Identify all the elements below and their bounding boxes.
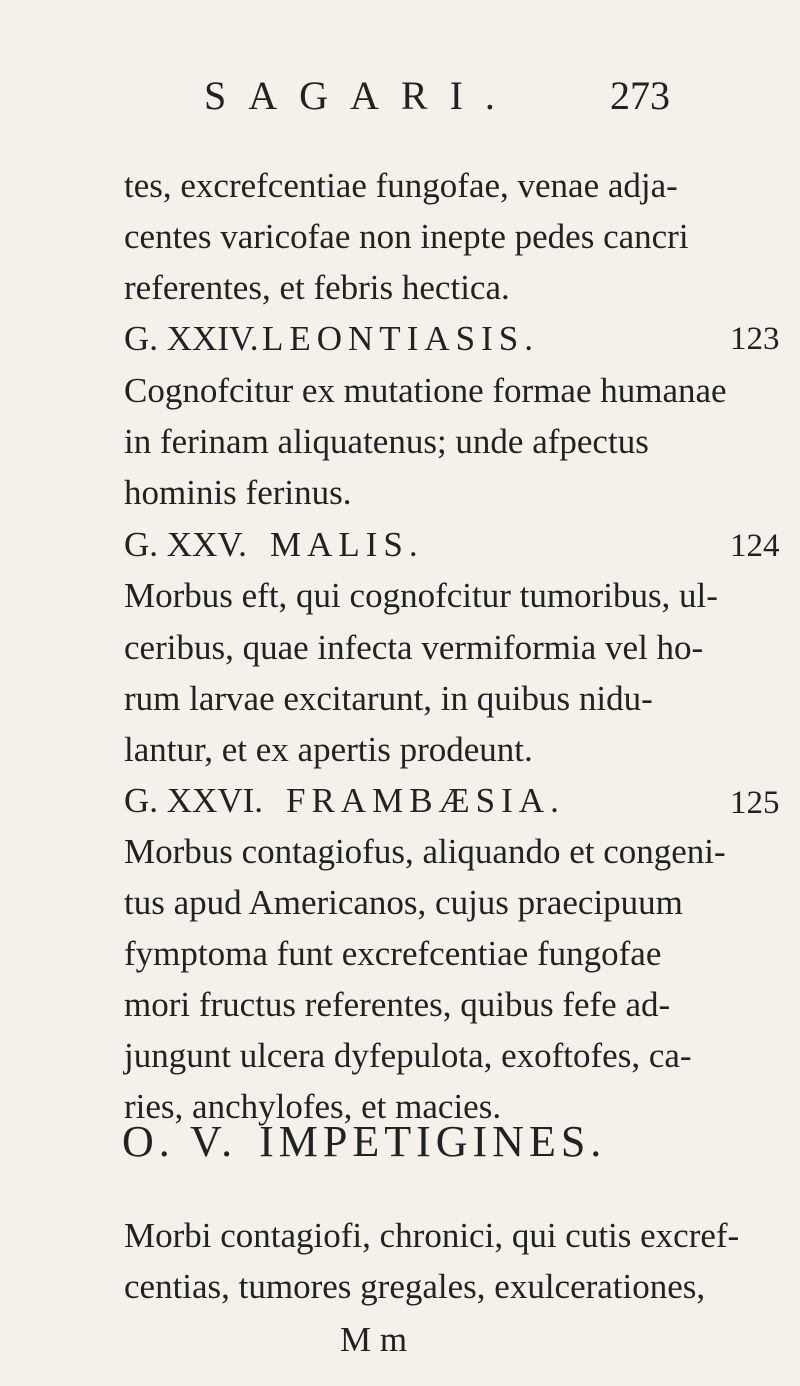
margin-number: 125 [730, 785, 780, 821]
text-line: jungunt ulcera dyfepulota, exoftofes, ca- [124, 1036, 692, 1075]
text-line: ries, anchylofes, et macies. [124, 1087, 502, 1126]
text-line: fymptoma funt excrefcentiae fungofae [124, 934, 662, 973]
text-line: Morbus contagiofus, aliquando et congeni- [124, 832, 726, 871]
text-line: tus apud Americanos, cujus praecipuum [124, 883, 683, 922]
order-heading [122, 1116, 606, 1167]
margin-number: 123 [730, 321, 780, 357]
genus-name: FRAMBÆSIA. [286, 781, 565, 820]
text-line: lantur, et ex apertis prodeunt. [124, 730, 533, 769]
margin-number: 124 [730, 528, 780, 564]
genus-code: G. XXVI. [124, 781, 264, 820]
text-line: referentes, et febris hectica. [124, 268, 510, 307]
text-line: in ferinam aliquatenus; unde afpectus [124, 422, 649, 461]
order-name: IMPETIGINES. [259, 1117, 607, 1166]
text-line: Cognofcitur ex mutatione formae humanae [124, 371, 727, 410]
text-line: Morbus eft, qui cognofcitur tumoribus, ul- [124, 576, 718, 615]
genus-name: MALIS. [270, 525, 424, 564]
genus-name: LEONTIASIS. [262, 319, 539, 358]
text-line: centias, tumores gregales, exulcerationes, [124, 1267, 706, 1306]
text-line: hominis ferinus. [124, 473, 352, 512]
text-line: tes, excrefcentiae fungofae, venae adja- [124, 166, 678, 205]
genus-code: G. XXV. [124, 525, 247, 564]
text-line: mori fructus referentes, quibus fefe ad- [124, 985, 671, 1024]
genus-code: G. XXIV. [124, 319, 259, 358]
text-line: rum larvae excitarunt, in quibus nidu- [124, 679, 653, 718]
text-line: Morbi contagiofi, chronici, qui cutis excref- [124, 1216, 740, 1255]
text-line: centes varicofae non inepte pedes cancri [124, 217, 689, 256]
page-number: 273 [610, 73, 670, 118]
signature-mark: M m [340, 1320, 408, 1359]
text-line: ceribus, quae infecta vermiformia vel ho- [124, 628, 704, 667]
running-title: SAGARI. [204, 73, 517, 118]
order-code: O. V. [122, 1117, 238, 1166]
